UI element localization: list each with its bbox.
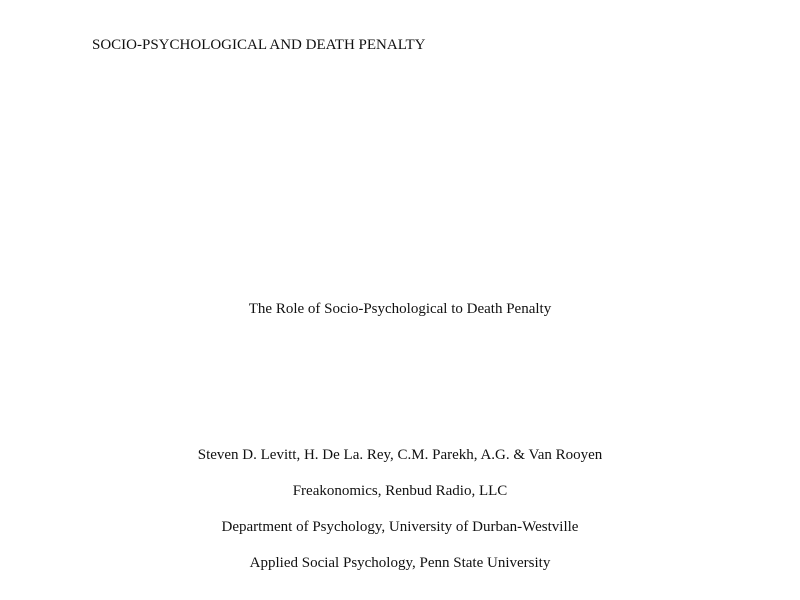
affiliation-1: Freakonomics, Renbud Radio, LLC <box>292 483 508 499</box>
running-head: SOCIO-PSYCHOLOGICAL AND DEATH PENALTY <box>92 37 426 53</box>
affiliation-3: Applied Social Psychology, Penn State University <box>249 555 551 571</box>
affiliation-2: Department of Psychology, University of Durban-Westville <box>221 519 579 535</box>
paper-title: The Role of Socio-Psychological to Death Penalty <box>248 301 552 317</box>
author-list: Steven D. Levitt, H. De La. Rey, C.M. Parekh, A.G. & Van Rooyen <box>197 447 603 463</box>
